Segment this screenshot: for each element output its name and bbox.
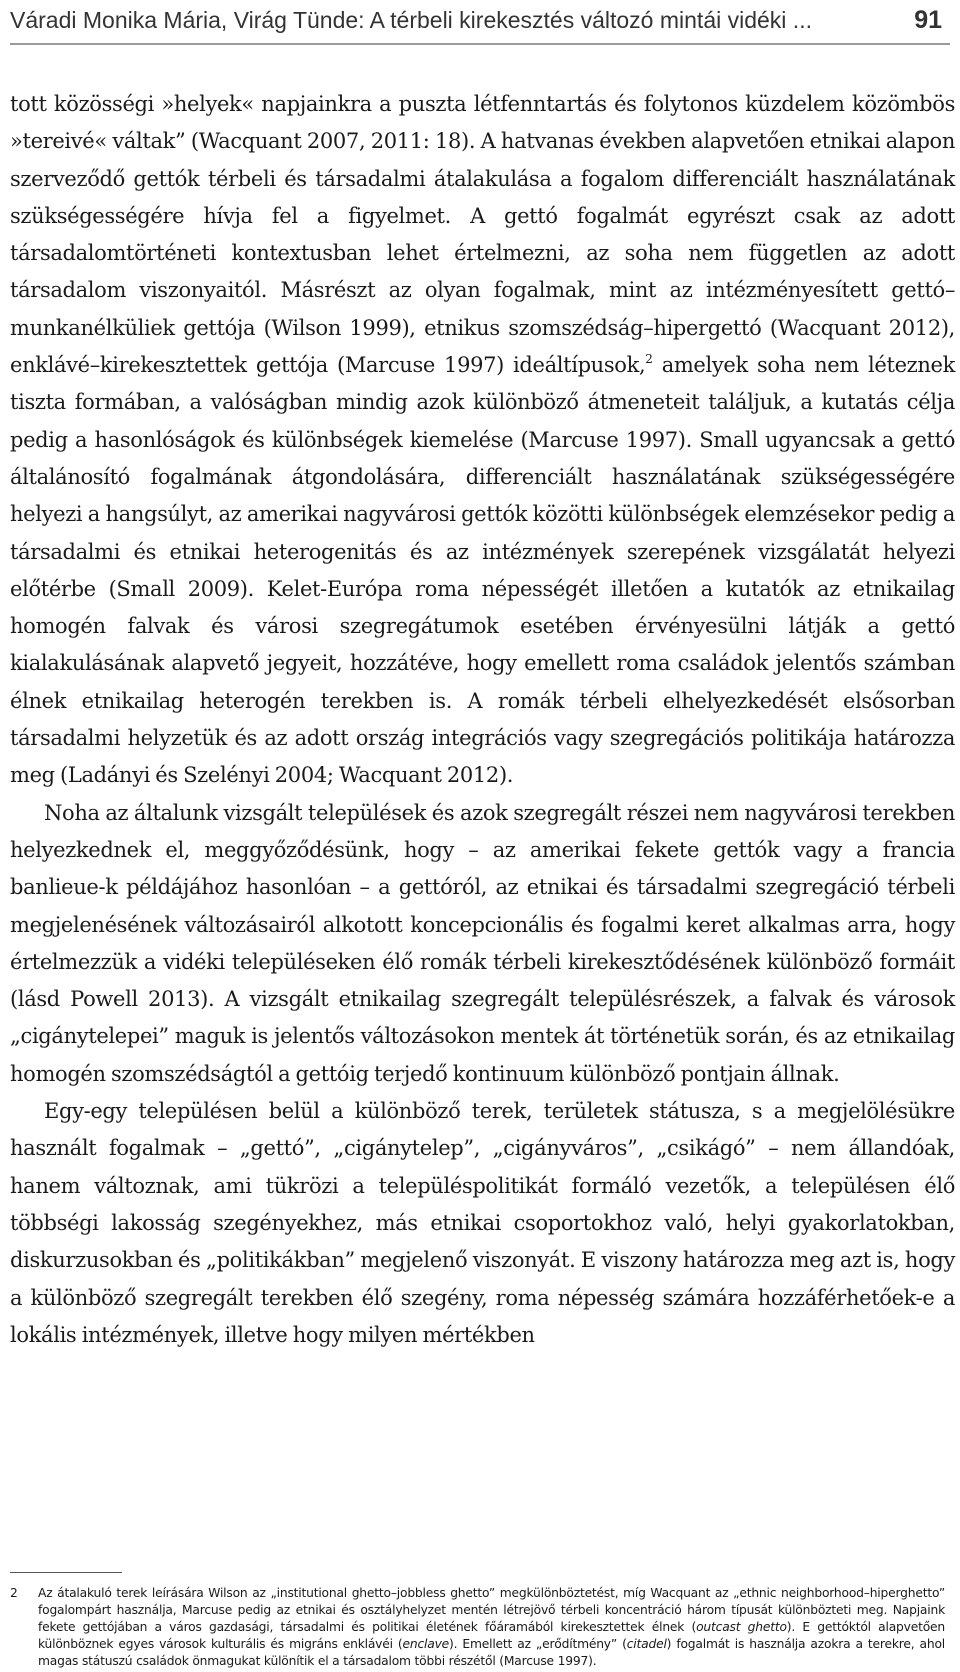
footnote-number: 2 [10,1586,18,1600]
running-header [10,0,950,40]
footnote-text-b: ). E gettóktól alapvetően különböznek egyes városok kulturális és migráns enklávéi ( [38,1620,945,1651]
footnote-text-d: ) fogalmát is használja azokra a terekre, ahol magas státuszú családok önmagukat különítik el a társadalom többi részétől (Marcuse 1997). [38,1637,945,1668]
footnote-reference[interactable]: 2 [645,352,653,367]
header-divider [10,43,950,45]
page-number: 91 [914,6,942,34]
footnote-text [38,1585,945,1670]
body-text [10,86,955,1354]
footnote [10,1585,945,1670]
footnote-text-c: ). Emellett az „erődítmény” ( [449,1637,627,1651]
paragraph-3: Egy-egy településen belül a különböző terek, területek státusza, s a megjelölésükre használt fogalmak – „gettó”, „cigánytelep”, „cigányváros”, „csikágó” – nem állandóak, hanem változnak, ami tükrözi a településpolitikát formáló vezetők, a településen élő többségi lakosság szegényekhez, más etnikai csoportokhoz való, helyi gyakorlatokban, diskurzusokban és „politikákban” megjelenő viszonyát. E viszony határozza meg azt is, hogy a különböző szegregált terekben élő szegény, roma népesség számára hozzáférhetőek-e a lokális intézmények, illetve hogy milyen mértékben [10,1099,955,1347]
running-title: Váradi Monika Mária, Virág Tünde: A térbeli kirekesztés változó mintái vidéki ... [10,7,812,33]
footnote-term-outcast-ghetto: outcast ghetto [696,1620,787,1634]
footnote-term-citadel: citadel [626,1637,667,1651]
footnote-text-a: Az átalakuló terek leírására Wilson az „institutional ghetto–jobbless ghetto” megkülönböztetést, míg Wacquant az „ethnic neighborhood–hiperghetto” fogalompárt használja, Marcuse pedig az etnikai és osztályhelyzet mentén létrejövő térbeli koncentráció három típusát különbözteti meg. Napjaink fekete gettójában a város gazdasági, társadalmi és politikai életének főáramából kirekesztettek élnek ( [38,1586,945,1634]
paragraph-2: Noha az általunk vizsgált települések és azok szegregált részei nem nagyvárosi terekben helyezkednek el, meggyőződésünk, hogy – az amerikai fekete gettók vagy a francia banlieue-k példájához hasonlóan – a gettóról, az etnikai és társadalmi szegregáció térbeli megjelenésének változásairól alkotott koncepcionális és fogalmi keret alkalmas arra, hogy értelmezzük a vidéki településeken élő romák térbeli kirekesztődésének különböző formáit (lásd Powell 2013). A vizsgált etnikailag szegregált településrészek, a falvak és városok „cigánytelepei” maguk is jelentős változásokon mentek át történetük során, és az etnikailag homogén szomszédságtól a gettóig terjedő kontinuum különböző pontjain állnak. [10,800,955,1086]
paragraph-1 [10,86,955,795]
paragraph-1-part-a: tott közösségi »helyek« napjainkra a puszta létfenntartás és folytonos küzdelem közömbös »tereivé« váltak” (Wacquant 2007, 2011: 18). A hatvanas években alapvetően etnikai alapon szerveződő gettók térbeli és társadalmi átalakulása a fogalom differenciált használatának szükségességére hívja fel a figyelmet. A gettó fogalmát egyrészt csak az adott társadalomtörténeti kontextusban lehet értelmezni, az soha nem független az adott társadalom viszonyaitól. Másrészt az olyan fogalmak, mint az intézményesített gettó–munkanélküliek gettója (Wilson 1999), etnikus szomszédság–hipergettó (Wacquant 2012), enklávé–kirekesztettek gettója (Marcuse 1997) ideáltípusok, [10,92,955,378]
footnote-term-enclave: enclave [402,1637,450,1651]
paragraph-1-part-b: amelyek soha nem léteznek tiszta formában, a valóságban mindig azok különböző átmeneteit találjuk, a kutatás célja pedig a hasonlóságok és különbségek kiemelése (Marcuse 1997). Small ugyancsak a gettó általánosító fogalmának átgondolására, differenciált használatának szükségességére helyezi a hangsúlyt, az amerikai nagyvárosi gettók közötti különbségek elemzésekor pedig a társadalmi és etnikai heterogenitás és az intézmények szerepének vizsgálatát helyezi előtérbe (Small 2009). Kelet-Európa roma népességét illetően a kutatók az etnikailag homogén falvak és városi szegregátumok esetében érvényesülni látják a gettó kialakulásának alapvető jegyeit, hozzátéve, hogy emellett roma családok jelentős számban élnek etnikailag heterogén terekben is. A romák térbeli elhelyezkedését elsősorban társadalmi helyzetük és az adott ország integrációs vagy szegregációs politikája határozza meg (Ladányi és Szelényi 2004; Wacquant 2012). [10,353,955,788]
footnote-divider [10,1572,122,1573]
